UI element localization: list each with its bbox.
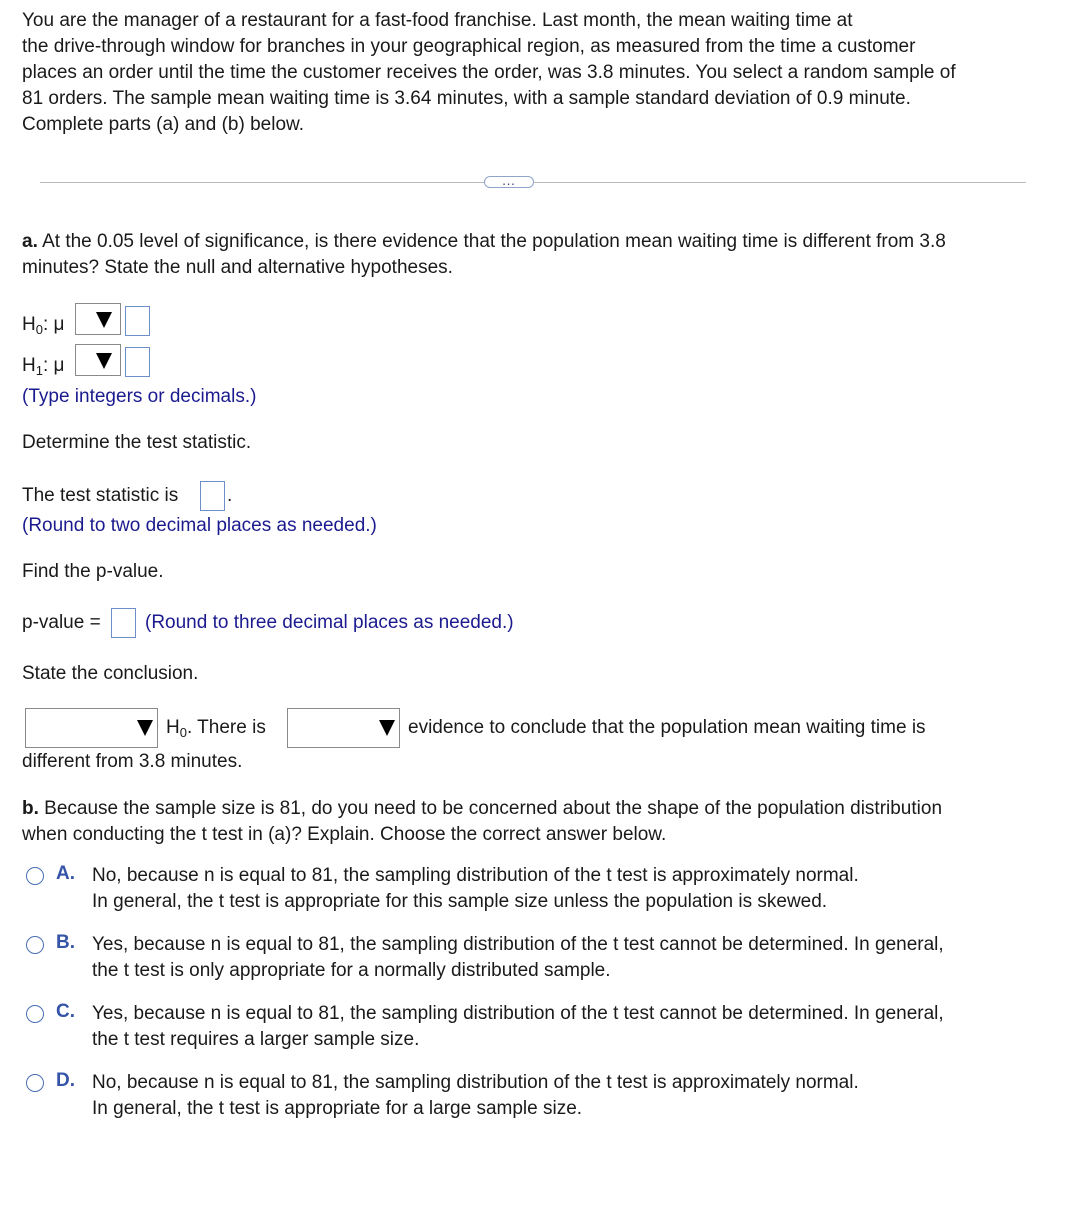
part-a-question-text: At the 0.05 level of significance, is there evidence that the population mean waiting time is different from 3.8: [37, 231, 946, 252]
dropdown-arrow-icon: [96, 353, 112, 369]
part-a-question-line: [22, 229, 946, 255]
option-a-letter: A.: [56, 863, 75, 884]
determine-test-statistic-text: Determine the test statistic.: [22, 432, 252, 453]
problem-line: Complete parts (a) and (b) below.: [22, 114, 304, 135]
part-b-question-line: [22, 796, 942, 822]
dropdown-arrow-icon: [137, 720, 153, 736]
part-b-label: b.: [22, 798, 39, 819]
option-d-radio[interactable]: [26, 1074, 44, 1092]
h1-label: $H_1$: μ: [22, 355, 65, 378]
conclusion-h0-text: $H_0$. There is: [166, 717, 266, 740]
dropdown-arrow-icon: [96, 312, 112, 328]
h1-operator-select[interactable]: [75, 344, 121, 376]
conclusion-evidence-select[interactable]: [287, 708, 400, 748]
option-a-line: In general, the t test is appropriate for this sample size unless the population is skewed.: [92, 891, 828, 912]
part-b-question-text: Because the sample size is 81, do you need to be concerned about the shape of the population distribution: [38, 798, 943, 819]
option-d-letter: D.: [56, 1070, 75, 1091]
option-c-line: the t test requires a larger sample size.: [92, 1029, 420, 1050]
p-value-hint: (Round to three decimal places as needed.): [145, 612, 514, 633]
test-statistic-label: The test statistic is: [22, 485, 179, 506]
part-a-label: a.: [22, 231, 38, 252]
more-options-button[interactable]: [484, 172, 534, 188]
problem-line: the drive-through window for branches in your geographical region, as measured from the time a customer: [22, 36, 916, 57]
hypothesis-hint: (Type integers or decimals.): [22, 386, 257, 407]
option-c-radio[interactable]: [26, 1005, 44, 1023]
p-value-input[interactable]: [111, 608, 136, 638]
option-b-line: Yes, because n is equal to 81, the sampling distribution of the t test cannot be determined. In general,: [92, 934, 944, 955]
conclusion-tail-text: evidence to conclude that the population mean waiting time is: [408, 717, 926, 738]
test-statistic-hint: (Round to two decimal places as needed.): [22, 515, 377, 536]
conclusion-line-2: different from 3.8 minutes.: [22, 751, 243, 772]
option-d-line: No, because n is equal to 81, the sampling distribution of the t test is approximately normal.: [92, 1072, 859, 1093]
conclusion-reject-select[interactable]: [25, 708, 158, 748]
part-b-question-line: when conducting the t test in (a)? Explain. Choose the correct answer below.: [22, 824, 667, 845]
option-c-letter: C.: [56, 1001, 75, 1022]
test-statistic-period: .: [227, 485, 233, 506]
state-conclusion-text: State the conclusion.: [22, 663, 199, 684]
h0-value-input[interactable]: [125, 306, 150, 336]
ellipsis-icon: …: [501, 172, 517, 188]
option-c-line: Yes, because n is equal to 81, the sampling distribution of the t test cannot be determined. In general,: [92, 1003, 944, 1024]
dropdown-arrow-icon: [379, 720, 395, 736]
option-a-line: No, because n is equal to 81, the sampling distribution of the t test is approximately normal.: [92, 865, 859, 886]
option-a-radio[interactable]: [26, 867, 44, 885]
option-d-line: In general, the t test is appropriate for a large sample size.: [92, 1098, 583, 1119]
h0-operator-select[interactable]: [75, 303, 121, 335]
option-b-radio[interactable]: [26, 936, 44, 954]
option-b-letter: B.: [56, 932, 75, 953]
part-a-question-line: minutes? State the null and alternative hypotheses.: [22, 257, 453, 278]
h1-value-input[interactable]: [125, 347, 150, 377]
problem-line: places an order until the time the customer receives the order, was 3.8 minutes. You select a random sample of: [22, 62, 956, 83]
option-b-line: the t test is only appropriate for a normally distributed sample.: [92, 960, 611, 981]
h0-label: $H_0$: μ: [22, 314, 65, 337]
problem-line: You are the manager of a restaurant for a fast-food franchise. Last month, the mean waiting time at: [22, 10, 853, 31]
problem-line: 81 orders. The sample mean waiting time is 3.64 minutes, with a sample standard deviation of 0.9 minute.: [22, 88, 911, 109]
test-statistic-input[interactable]: [200, 481, 225, 511]
find-p-value-text: Find the p-value.: [22, 561, 164, 582]
p-value-label: p-value =: [22, 612, 101, 633]
